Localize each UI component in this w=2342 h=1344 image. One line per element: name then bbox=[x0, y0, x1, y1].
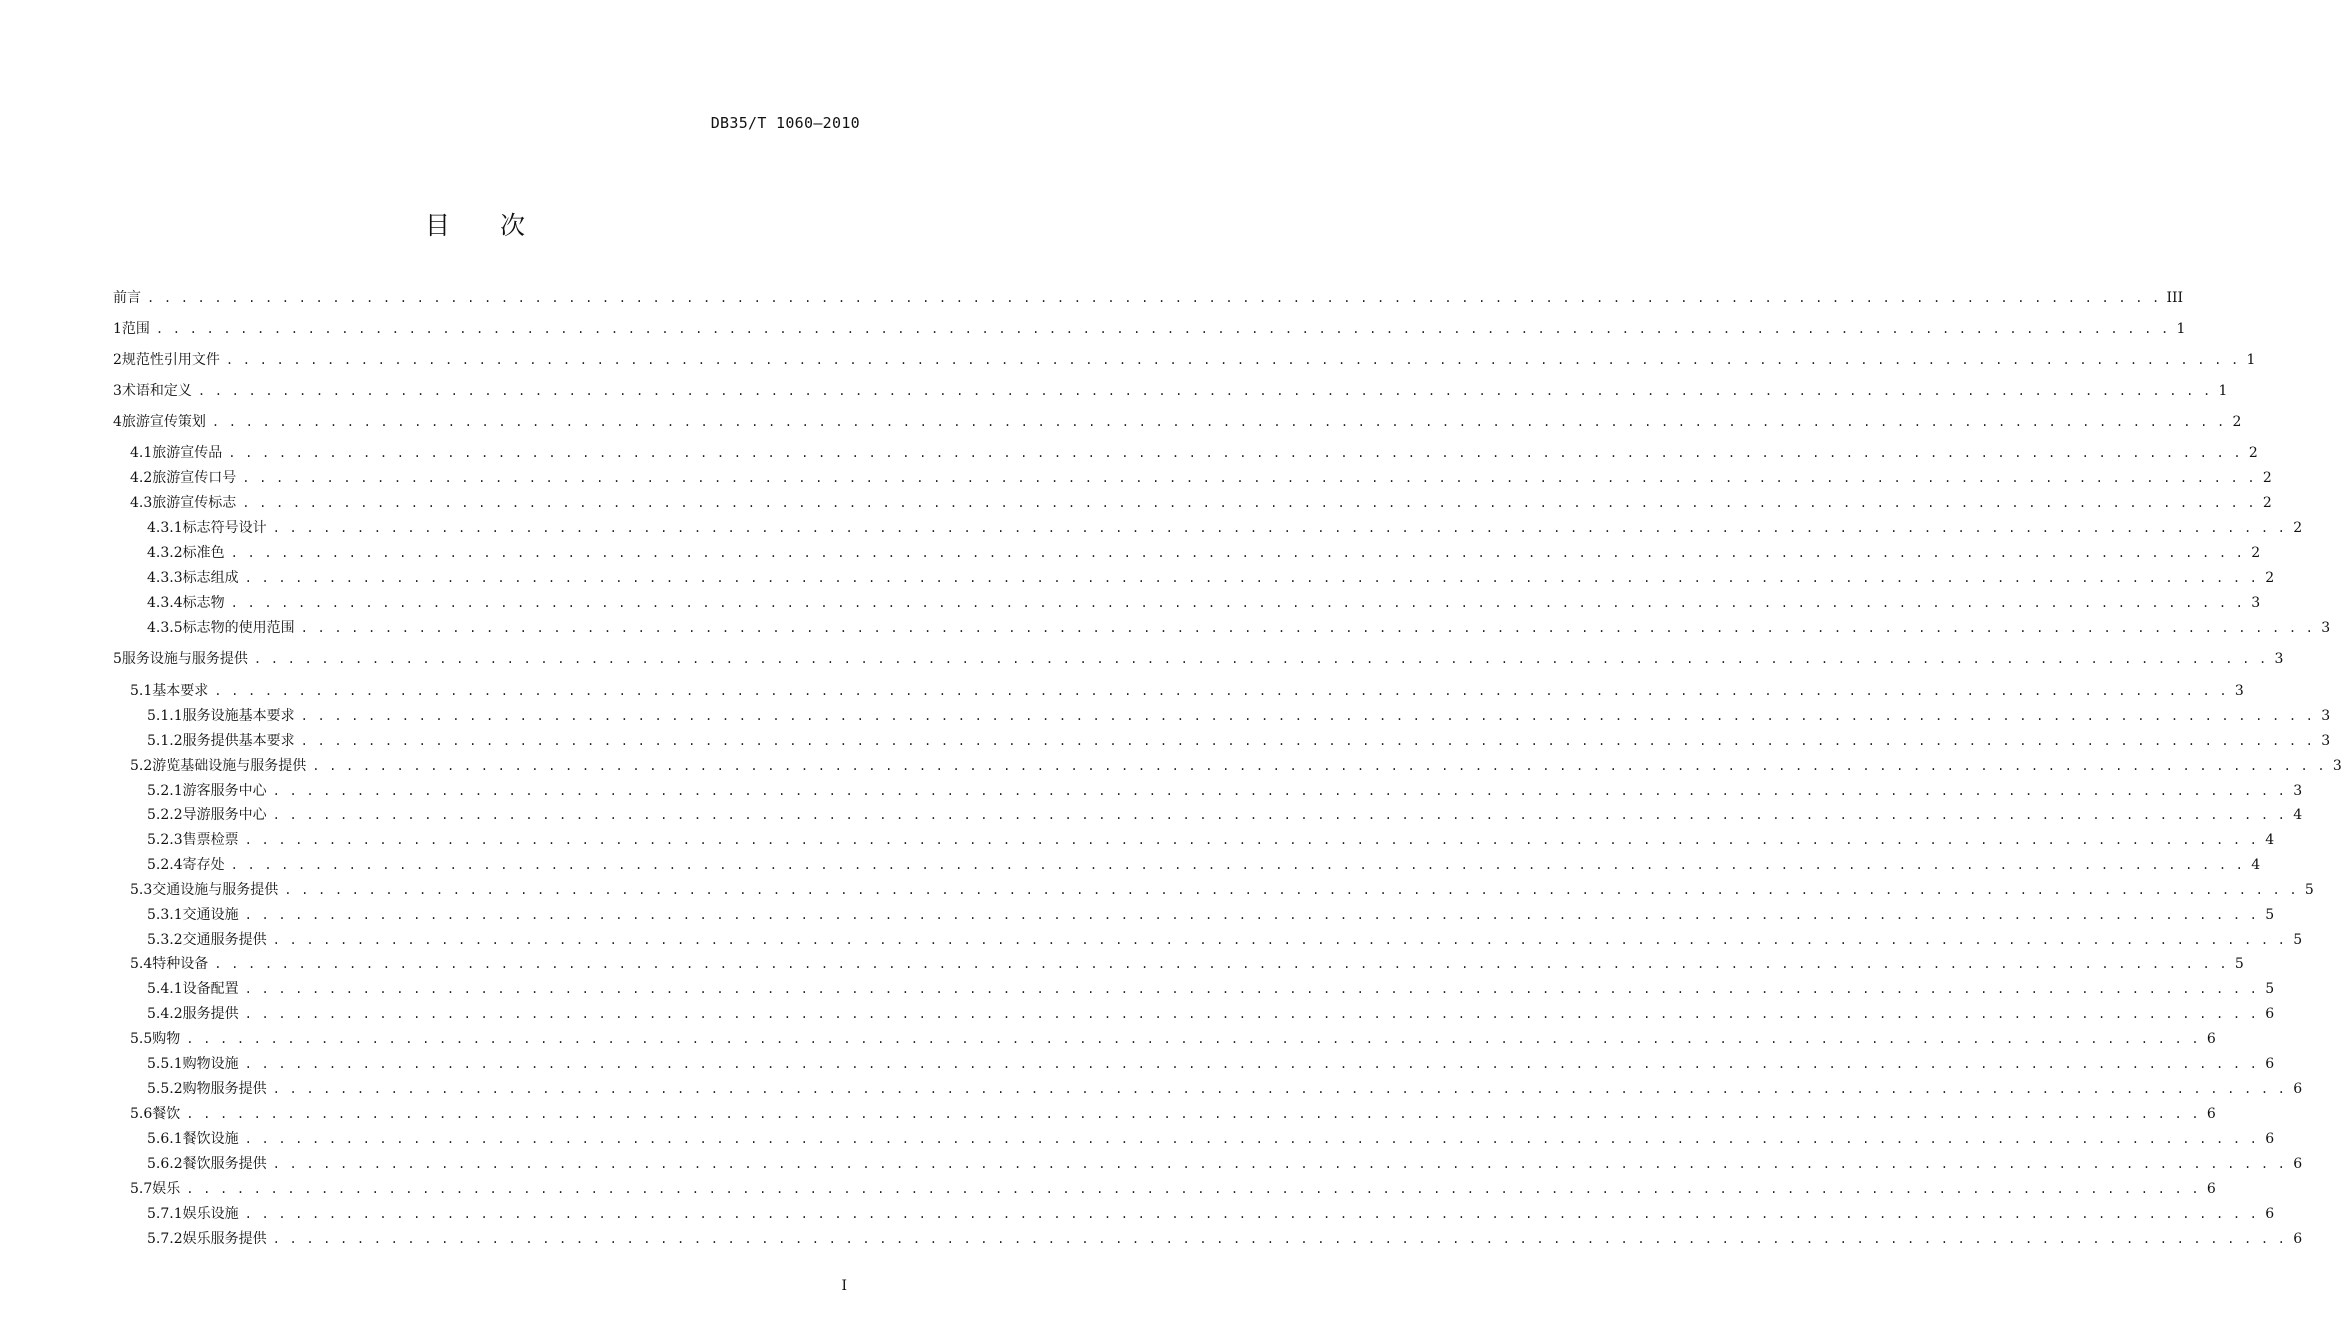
toc-entry[interactable] bbox=[113, 1153, 2303, 1175]
toc-entry-label: 娱乐服务提供 bbox=[182, 1231, 267, 1247]
toc-dot-leader: . . . . . . . . . . . . . . . . . . . . . . . . . . . . . . . . . . . . . . . . . . . . . . . . . . . . . . . . . . . . . . . . . . . . . . . . . . . . . . . . . . . . . . . . . . . . . . . . . . . . . . . . . . . . . . . . . . . . . . . . bbox=[155, 322, 2170, 336]
toc-entry-label: 寄存处 bbox=[182, 857, 225, 873]
toc-entry-label: 服务提供基本要求 bbox=[182, 733, 295, 749]
toc-entry-page: 4 bbox=[2251, 857, 2261, 873]
toc-dot-leader: . . . . . . . . . . . . . . . . . . . . . . . . . . . . . . . . . . . . . . . . . . . . . . . . . . . . . . . . . . . . . . . . . . . . . . . . . . . . . . . . . . . . . . . . . . . . . . . . . . . . . . . . . . . . . . . . . . . . . . . . bbox=[312, 759, 2326, 773]
toc-entry-label: 标准色 bbox=[182, 545, 225, 561]
toc-dot-leader: . . . . . . . . . . . . . . . . . . . . . . . . . . . . . . . . . . . . . . . . . . . . . . . . . . . . . . . . . . . . . . . . . . . . . . . . . . . . . . . . . . . . . . . . . . . . . . . . . . . . . . . . . . . . . . . . . . . . . . . . bbox=[272, 1082, 2287, 1096]
toc-entry[interactable] bbox=[113, 617, 2331, 639]
toc-entry-label: 标志物 bbox=[182, 595, 225, 611]
toc-entry[interactable] bbox=[113, 904, 2275, 926]
toc-entry-page: 2 bbox=[2251, 545, 2261, 561]
toc-entry-label: 特种设备 bbox=[152, 956, 209, 972]
toc-entry[interactable] bbox=[113, 730, 2331, 752]
toc-entry-label: 标志组成 bbox=[182, 570, 239, 586]
toc-entry-label: 服务设施与服务提供 bbox=[121, 651, 248, 667]
toc-entry-label: 交通设施 bbox=[182, 907, 239, 923]
toc-entry-label: 售票检票 bbox=[182, 832, 239, 848]
toc-dot-leader: . . . . . . . . . . . . . . . . . . . . . . . . . . . . . . . . . . . . . . . . . . . . . . . . . . . . . . . . . . . . . . . . . . . . . . . . . . . . . . . . . . . . . . . . . . . . . . . . . . . . . . . . . . . . . . . . . . . . . . . . bbox=[244, 908, 2259, 922]
toc-dot-leader: . . . . . . . . . . . . . . . . . . . . . . . . . . . . . . . . . . . . . . . . . . . . . . . . . . . . . . . . . . . . . . . . . . . . . . . . . . . . . . . . . . . . . . . . . . . . . . . . . . . . . . . . . . . . . . . . . . . . . . . . bbox=[300, 621, 2315, 635]
toc-entry-label: 服务提供 bbox=[182, 1006, 239, 1022]
toc-entry-page: 5 bbox=[2265, 907, 2275, 923]
toc-entry-page: 2 bbox=[2262, 495, 2272, 511]
toc-entry-page: 2 bbox=[2262, 470, 2272, 486]
page-number: I bbox=[841, 1278, 847, 1294]
toc-entry-page: 6 bbox=[2265, 1056, 2275, 1072]
toc-dot-leader: . . . . . . . . . . . . . . . . . . . . . . . . . . . . . . . . . . . . . . . . . . . . . . . . . . . . . . . . . . . . . . . . . . . . . . . . . . . . . . . . . . . . . . . . . . . . . . . . . . . . . . . . . . . . . . . . . . . . . . . . bbox=[244, 1132, 2259, 1146]
toc-dot-leader: . . . . . . . . . . . . . . . . . . . . . . . . . . . . . . . . . . . . . . . . . . . . . . . . . . . . . . . . . . . . . . . . . . . . . . . . . . . . . . . . . . . . . . . . . . . . . . . . . . . . . . . . . . . . . . . . . . . . . . . . bbox=[272, 808, 2287, 822]
toc-entry-number: 3 bbox=[113, 383, 122, 399]
toc-entry[interactable] bbox=[113, 953, 2244, 975]
toc-entry[interactable] bbox=[113, 755, 2342, 777]
toc-entry-page: 6 bbox=[2293, 1231, 2303, 1247]
toc-entry-page: 3 bbox=[2321, 708, 2331, 724]
toc-entry[interactable] bbox=[113, 1178, 2216, 1200]
toc-entry-label: 标志物的使用范围 bbox=[182, 620, 295, 636]
toc-entry-number: 5.2.3 bbox=[147, 832, 183, 848]
toc-entry-page: 6 bbox=[2265, 1006, 2275, 1022]
toc-dot-leader: . . . . . . . . . . . . . . . . . . . . . . . . . . . . . . . . . . . . . . . . . . . . . . . . . . . . . . . . . . . . . . . . . . . . . . . . . . . . . . . . . . . . . . . . . . . . . . . . . . . . . . . . . . . . . . . . . . . . . . . . bbox=[272, 1232, 2287, 1246]
toc-entry-number: 5.3 bbox=[130, 882, 153, 898]
toc-dot-leader: . . . . . . . . . . . . . . . . . . . . . . . . . . . . . . . . . . . . . . . . . . . . . . . . . . . . . . . . . . . . . . . . . . . . . . . . . . . . . . . . . . . . . . . . . . . . . . . . . . . . . . . . . . . . . . . . . . . . . . . . bbox=[244, 1057, 2259, 1071]
toc-entry-number: 5.1.2 bbox=[147, 733, 183, 749]
toc-entry-number: 4.3.2 bbox=[147, 545, 183, 561]
toc-entry[interactable] bbox=[113, 929, 2303, 951]
toc-entry-page: 5 bbox=[2304, 882, 2314, 898]
toc-entry-label: 旅游宣传标志 bbox=[152, 495, 237, 511]
toc-entry-number: 4 bbox=[113, 414, 122, 430]
toc-entry[interactable] bbox=[113, 978, 2275, 1000]
toc-entry[interactable] bbox=[113, 1003, 2275, 1025]
toc-entry[interactable] bbox=[113, 442, 2258, 464]
toc-entry-number: 4.3.1 bbox=[147, 520, 183, 536]
toc-entry[interactable] bbox=[113, 1028, 2216, 1050]
toc-dot-leader: . . . . . . . . . . . . . . . . . . . . . . . . . . . . . . . . . . . . . . . . . . . . . . . . . . . . . . . . . . . . . . . . . . . . . . . . . . . . . . . . . . . . . . . . . . . . . . . . . . . . . . . . . . . . . . . . . . . . . . . . bbox=[211, 415, 2226, 429]
toc-dot-leader: . . . . . . . . . . . . . . . . . . . . . . . . . . . . . . . . . . . . . . . . . . . . . . . . . . . . . . . . . . . . . . . . . . . . . . . . . . . . . . . . . . . . . . . . . . . . . . . . . . . . . . . . . . . . . . . . . . . . . . . . bbox=[272, 1157, 2287, 1171]
toc-dot-leader: . . . . . . . . . . . . . . . . . . . . . . . . . . . . . . . . . . . . . . . . . . . . . . . . . . . . . . . . . . . . . . . . . . . . . . . . . . . . . . . . . . . . . . . . . . . . . . . . . . . . . . . . . . . . . . . . . . . . . . . . bbox=[230, 596, 2245, 610]
toc-entry[interactable] bbox=[113, 349, 2256, 371]
toc-entry-number: 5.7.1 bbox=[147, 1206, 183, 1222]
toc-entry-page: 6 bbox=[2206, 1031, 2216, 1047]
toc-entry-page: 6 bbox=[2293, 1156, 2303, 1172]
toc-entry-label: 餐饮服务提供 bbox=[182, 1156, 267, 1172]
toc-entry[interactable] bbox=[113, 1128, 2275, 1150]
toc-entry-page: 5 bbox=[2265, 981, 2275, 997]
toc-entry-label: 前言 bbox=[113, 290, 141, 306]
toc-entry[interactable] bbox=[113, 829, 2275, 851]
toc-entry[interactable] bbox=[113, 1203, 2275, 1225]
toc-entry-label: 交通服务提供 bbox=[182, 932, 267, 948]
toc-entry[interactable] bbox=[113, 517, 2303, 539]
toc-dot-leader: . . . . . . . . . . . . . . . . . . . . . . . . . . . . . . . . . . . . . . . . . . . . . . . . . . . . . . . . . . . . . . . . . . . . . . . . . . . . . . . . . . . . . . . . . . . . . . . . . . . . . . . . . . . . . . . . . . . . . . . . bbox=[300, 709, 2315, 723]
toc-entry-number: 5.3.1 bbox=[147, 907, 183, 923]
toc-entry-page: III bbox=[2166, 290, 2184, 306]
toc-entry-label: 餐饮设施 bbox=[182, 1131, 239, 1147]
toc-entry-label: 娱乐设施 bbox=[182, 1206, 239, 1222]
toc-entry-page: 6 bbox=[2293, 1081, 2303, 1097]
toc-entry-page: 2 bbox=[2248, 445, 2258, 461]
toc-entry-label: 旅游宣传品 bbox=[152, 445, 223, 461]
toc-dot-leader: . . . . . . . . . . . . . . . . . . . . . . . . . . . . . . . . . . . . . . . . . . . . . . . . . . . . . . . . . . . . . . . . . . . . . . . . . . . . . . . . . . . . . . . . . . . . . . . . . . . . . . . . . . . . . . . . . . . . . . . . bbox=[230, 858, 2245, 872]
toc-dot-leader: . . . . . . . . . . . . . . . . . . . . . . . . . . . . . . . . . . . . . . . . . . . . . . . . . . . . . . . . . . . . . . . . . . . . . . . . . . . . . . . . . . . . . . . . . . . . . . . . . . . . . . . . . . . . . . . . . . . . . . . . bbox=[300, 734, 2315, 748]
toc-entry[interactable] bbox=[113, 542, 2261, 564]
toc-entry-page: 2 bbox=[2293, 520, 2303, 536]
toc-entry-label: 设备配置 bbox=[182, 981, 239, 997]
toc-entry-number: 5.5.2 bbox=[147, 1081, 183, 1097]
toc-entry[interactable] bbox=[113, 1228, 2303, 1250]
toc-entry-page: 2 bbox=[2265, 570, 2275, 586]
toc-dot-leader: . . . . . . . . . . . . . . . . . . . . . . . . . . . . . . . . . . . . . . . . . . . . . . . . . . . . . . . . . . . . . . . . . . . . . . . . . . . . . . . . . . . . . . . . . . . . . . . . . . . . . . . . . . . . . . . . . . . . . . . . bbox=[242, 471, 2256, 485]
toc-entry-label: 旅游宣传口号 bbox=[152, 470, 237, 486]
toc-entry[interactable] bbox=[113, 854, 2261, 876]
toc-dot-leader: . . . . . . . . . . . . . . . . . . . . . . . . . . . . . . . . . . . . . . . . . . . . . . . . . . . . . . . . . . . . . . . . . . . . . . . . . . . . . . . . . . . . . . . . . . . . . . . . . . . . . . . . . . . . . . . . . . . . . . . . bbox=[197, 384, 2212, 398]
toc-dot-leader: . . . . . . . . . . . . . . . . . . . . . . . . . . . . . . . . . . . . . . . . . . . . . . . . . . . . . . . . . . . . . . . . . . . . . . . . . . . . . . . . . . . . . . . . . . . . . . . . . . . . . . . . . . . . . . . . . . . . . . . . bbox=[147, 291, 2161, 305]
toc-entry-number: 5.2.1 bbox=[147, 783, 183, 799]
toc-entry-page: 3 bbox=[2321, 620, 2331, 636]
toc-entry-page: 3 bbox=[2293, 783, 2303, 799]
toc-entry-number: 5.7.2 bbox=[147, 1231, 183, 1247]
toc-dot-leader: . . . . . . . . . . . . . . . . . . . . . . . . . . . . . . . . . . . . . . . . . . . . . . . . . . . . . . . . . . . . . . . . . . . . . . . . . . . . . . . . . . . . . . . . . . . . . . . . . . . . . . . . . . . . . . . . . . . . . . . . bbox=[225, 353, 2240, 367]
toc-entry-page: 6 bbox=[2265, 1131, 2275, 1147]
toc-entry-label: 基本要求 bbox=[152, 683, 209, 699]
toc-entry[interactable] bbox=[113, 879, 2314, 901]
toc-dot-leader: . . . . . . . . . . . . . . . . . . . . . . . . . . . . . . . . . . . . . . . . . . . . . . . . . . . . . . . . . . . . . . . . . . . . . . . . . . . . . . . . . . . . . . . . . . . . . . . . . . . . . . . . . . . . . . . . . . . . . . . . bbox=[214, 957, 2228, 971]
toc-entry-number: 4.2 bbox=[130, 470, 153, 486]
toc-entry-label: 旅游宣传策划 bbox=[121, 414, 206, 430]
toc-dot-leader: . . . . . . . . . . . . . . . . . . . . . . . . . . . . . . . . . . . . . . . . . . . . . . . . . . . . . . . . . . . . . . . . . . . . . . . . . . . . . . . . . . . . . . . . . . . . . . . . . . . . . . . . . . . . . . . . . . . . . . . . bbox=[242, 496, 2256, 510]
toc-entry-number: 5.6 bbox=[130, 1106, 153, 1122]
toc-entry-label: 购物设施 bbox=[182, 1056, 239, 1072]
toc-entry-number: 5.2 bbox=[130, 758, 153, 774]
toc-entry-label: 交通设施与服务提供 bbox=[152, 882, 279, 898]
toc-entry[interactable] bbox=[113, 287, 2184, 309]
toc-entry-number: 5.6.1 bbox=[147, 1131, 183, 1147]
toc-entry-label: 游览基础设施与服务提供 bbox=[152, 758, 307, 774]
toc-entry-label: 游客服务中心 bbox=[182, 783, 267, 799]
toc-entry-label: 术语和定义 bbox=[121, 383, 192, 399]
toc-entry-label: 导游服务中心 bbox=[182, 807, 267, 823]
toc-entry-number: 5.4.1 bbox=[147, 981, 183, 997]
toc-entry-page: 1 bbox=[2218, 383, 2228, 399]
toc-entry-number: 5.6.2 bbox=[147, 1156, 183, 1172]
toc-dot-leader: . . . . . . . . . . . . . . . . . . . . . . . . . . . . . . . . . . . . . . . . . . . . . . . . . . . . . . . . . . . . . . . . . . . . . . . . . . . . . . . . . . . . . . . . . . . . . . . . . . . . . . . . . . . . . . . . . . . . . . . . bbox=[186, 1182, 2200, 1196]
toc-entry[interactable] bbox=[113, 648, 2284, 670]
toc-entry-label: 购物服务提供 bbox=[182, 1081, 267, 1097]
toc-entry[interactable] bbox=[113, 592, 2261, 614]
toc-entry-number: 5.4.2 bbox=[147, 1006, 183, 1022]
toc-entry-number: 5.5 bbox=[130, 1031, 153, 1047]
toc-dot-leader: . . . . . . . . . . . . . . . . . . . . . . . . . . . . . . . . . . . . . . . . . . . . . . . . . . . . . . . . . . . . . . . . . . . . . . . . . . . . . . . . . . . . . . . . . . . . . . . . . . . . . . . . . . . . . . . . . . . . . . . . bbox=[244, 1207, 2259, 1221]
toc-dot-leader: . . . . . . . . . . . . . . . . . . . . . . . . . . . . . . . . . . . . . . . . . . . . . . . . . . . . . . . . . . . . . . . . . . . . . . . . . . . . . . . . . . . . . . . . . . . . . . . . . . . . . . . . . . . . . . . . . . . . . . . . bbox=[244, 571, 2259, 585]
toc-dot-leader: . . . . . . . . . . . . . . . . . . . . . . . . . . . . . . . . . . . . . . . . . . . . . . . . . . . . . . . . . . . . . . . . . . . . . . . . . . . . . . . . . . . . . . . . . . . . . . . . . . . . . . . . . . . . . . . . . . . . . . . . bbox=[244, 982, 2259, 996]
toc-dot-leader: . . . . . . . . . . . . . . . . . . . . . . . . . . . . . . . . . . . . . . . . . . . . . . . . . . . . . . . . . . . . . . . . . . . . . . . . . . . . . . . . . . . . . . . . . . . . . . . . . . . . . . . . . . . . . . . . . . . . . . . . bbox=[272, 521, 2287, 535]
toc-entry[interactable] bbox=[113, 411, 2242, 433]
toc-entry-label: 娱乐 bbox=[152, 1181, 181, 1197]
toc-entry-page: 3 bbox=[2332, 758, 2342, 774]
toc-entry-number: 4.3 bbox=[130, 495, 153, 511]
toc-entry-label: 餐饮 bbox=[152, 1106, 181, 1122]
toc-entry-page: 6 bbox=[2265, 1206, 2275, 1222]
toc-dot-leader: . . . . . . . . . . . . . . . . . . . . . . . . . . . . . . . . . . . . . . . . . . . . . . . . . . . . . . . . . . . . . . . . . . . . . . . . . . . . . . . . . . . . . . . . . . . . . . . . . . . . . . . . . . . . . . . . . . . . . . . . bbox=[244, 833, 2259, 847]
toc-entry-page: 1 bbox=[2246, 352, 2256, 368]
document-code: DB35/T 1060—2010 bbox=[710, 114, 860, 132]
toc-entry-label: 规范性引用文件 bbox=[121, 352, 220, 368]
toc-entry-number: 2 bbox=[113, 352, 122, 368]
toc-dot-leader: . . . . . . . . . . . . . . . . . . . . . . . . . . . . . . . . . . . . . . . . . . . . . . . . . . . . . . . . . . . . . . . . . . . . . . . . . . . . . . . . . . . . . . . . . . . . . . . . . . . . . . . . . . . . . . . . . . . . . . . . bbox=[272, 933, 2287, 947]
toc-dot-leader: . . . . . . . . . . . . . . . . . . . . . . . . . . . . . . . . . . . . . . . . . . . . . . . . . . . . . . . . . . . . . . . . . . . . . . . . . . . . . . . . . . . . . . . . . . . . . . . . . . . . . . . . . . . . . . . . . . . . . . . . bbox=[284, 883, 2298, 897]
toc-entry[interactable] bbox=[113, 1078, 2303, 1100]
toc-entry-number: 4.1 bbox=[130, 445, 153, 461]
toc-entry-page: 4 bbox=[2293, 807, 2303, 823]
toc-entry-page: 3 bbox=[2234, 683, 2244, 699]
toc-entry[interactable] bbox=[113, 567, 2275, 589]
toc-dot-leader: . . . . . . . . . . . . . . . . . . . . . . . . . . . . . . . . . . . . . . . . . . . . . . . . . . . . . . . . . . . . . . . . . . . . . . . . . . . . . . . . . . . . . . . . . . . . . . . . . . . . . . . . . . . . . . . . . . . . . . . . bbox=[272, 784, 2287, 798]
toc-entry[interactable] bbox=[113, 492, 2272, 514]
toc-entry-number: 5.2.2 bbox=[147, 807, 183, 823]
toc-entry-label: 标志符号设计 bbox=[182, 520, 267, 536]
toc-entry-page: 1 bbox=[2176, 321, 2186, 337]
toc-dot-leader: . . . . . . . . . . . . . . . . . . . . . . . . . . . . . . . . . . . . . . . . . . . . . . . . . . . . . . . . . . . . . . . . . . . . . . . . . . . . . . . . . . . . . . . . . . . . . . . . . . . . . . . . . . . . . . . . . . . . . . . . bbox=[186, 1107, 2200, 1121]
toc-dot-leader: . . . . . . . . . . . . . . . . . . . . . . . . . . . . . . . . . . . . . . . . . . . . . . . . . . . . . . . . . . . . . . . . . . . . . . . . . . . . . . . . . . . . . . . . . . . . . . . . . . . . . . . . . . . . . . . . . . . . . . . . bbox=[214, 684, 2228, 698]
toc-entry-page: 4 bbox=[2265, 832, 2275, 848]
toc-entry[interactable] bbox=[113, 380, 2228, 402]
toc-entry-page: 3 bbox=[2251, 595, 2261, 611]
toc-entry-number: 5 bbox=[113, 651, 122, 667]
toc-entry-number: 4.3.5 bbox=[147, 620, 183, 636]
toc-entry-number: 4.3.3 bbox=[147, 570, 183, 586]
toc-entry-page: 3 bbox=[2321, 733, 2331, 749]
toc-entry-page: 3 bbox=[2274, 651, 2284, 667]
toc-entry[interactable] bbox=[113, 1103, 2216, 1125]
toc-dot-leader: . . . . . . . . . . . . . . . . . . . . . . . . . . . . . . . . . . . . . . . . . . . . . . . . . . . . . . . . . . . . . . . . . . . . . . . . . . . . . . . . . . . . . . . . . . . . . . . . . . . . . . . . . . . . . . . . . . . . . . . . bbox=[230, 546, 2245, 560]
toc-dot-leader: . . . . . . . . . . . . . . . . . . . . . . . . . . . . . . . . . . . . . . . . . . . . . . . . . . . . . . . . . . . . . . . . . . . . . . . . . . . . . . . . . . . . . . . . . . . . . . . . . . . . . . . . . . . . . . . . . . . . . . . . bbox=[244, 1007, 2259, 1021]
toc-entry-label: 范围 bbox=[121, 321, 150, 337]
toc-entry-page: 6 bbox=[2206, 1106, 2216, 1122]
toc-entry-number: 5.1 bbox=[130, 683, 153, 699]
toc-entry[interactable] bbox=[113, 804, 2303, 826]
toc-entry-page: 5 bbox=[2293, 932, 2303, 948]
toc-dot-leader: . . . . . . . . . . . . . . . . . . . . . . . . . . . . . . . . . . . . . . . . . . . . . . . . . . . . . . . . . . . . . . . . . . . . . . . . . . . . . . . . . . . . . . . . . . . . . . . . . . . . . . . . . . . . . . . . . . . . . . . . bbox=[253, 652, 2268, 666]
toc-entry-number: 5.3.2 bbox=[147, 932, 183, 948]
toc-entry[interactable] bbox=[113, 780, 2303, 802]
toc-entry-number: 5.5.1 bbox=[147, 1056, 183, 1072]
toc-entry-label: 服务设施基本要求 bbox=[182, 708, 295, 724]
toc-entry-page: 2 bbox=[2232, 414, 2242, 430]
toc-entry[interactable] bbox=[113, 318, 2186, 340]
toc-entry-page: 5 bbox=[2234, 956, 2244, 972]
toc-entry[interactable] bbox=[113, 705, 2331, 727]
toc-dot-leader: . . . . . . . . . . . . . . . . . . . . . . . . . . . . . . . . . . . . . . . . . . . . . . . . . . . . . . . . . . . . . . . . . . . . . . . . . . . . . . . . . . . . . . . . . . . . . . . . . . . . . . . . . . . . . . . . . . . . . . . . bbox=[228, 446, 2242, 460]
toc-entry-page: 6 bbox=[2206, 1181, 2216, 1197]
toc-entry[interactable] bbox=[113, 680, 2244, 702]
toc-entry-number: 5.1.1 bbox=[147, 708, 183, 724]
toc-entry-number: 1 bbox=[113, 321, 122, 337]
toc-entry[interactable] bbox=[113, 1053, 2275, 1075]
toc-entry-number: 4.3.4 bbox=[147, 595, 183, 611]
toc-entry[interactable] bbox=[113, 467, 2272, 489]
toc-entry-label: 购物 bbox=[152, 1031, 181, 1047]
page-title: 目 次 bbox=[424, 211, 525, 240]
toc-dot-leader: . . . . . . . . . . . . . . . . . . . . . . . . . . . . . . . . . . . . . . . . . . . . . . . . . . . . . . . . . . . . . . . . . . . . . . . . . . . . . . . . . . . . . . . . . . . . . . . . . . . . . . . . . . . . . . . . . . . . . . . . bbox=[186, 1032, 2200, 1046]
toc-entry-number: 5.4 bbox=[130, 956, 153, 972]
toc-entry-number: 5.2.4 bbox=[147, 857, 183, 873]
toc-entry-number: 5.7 bbox=[130, 1181, 153, 1197]
